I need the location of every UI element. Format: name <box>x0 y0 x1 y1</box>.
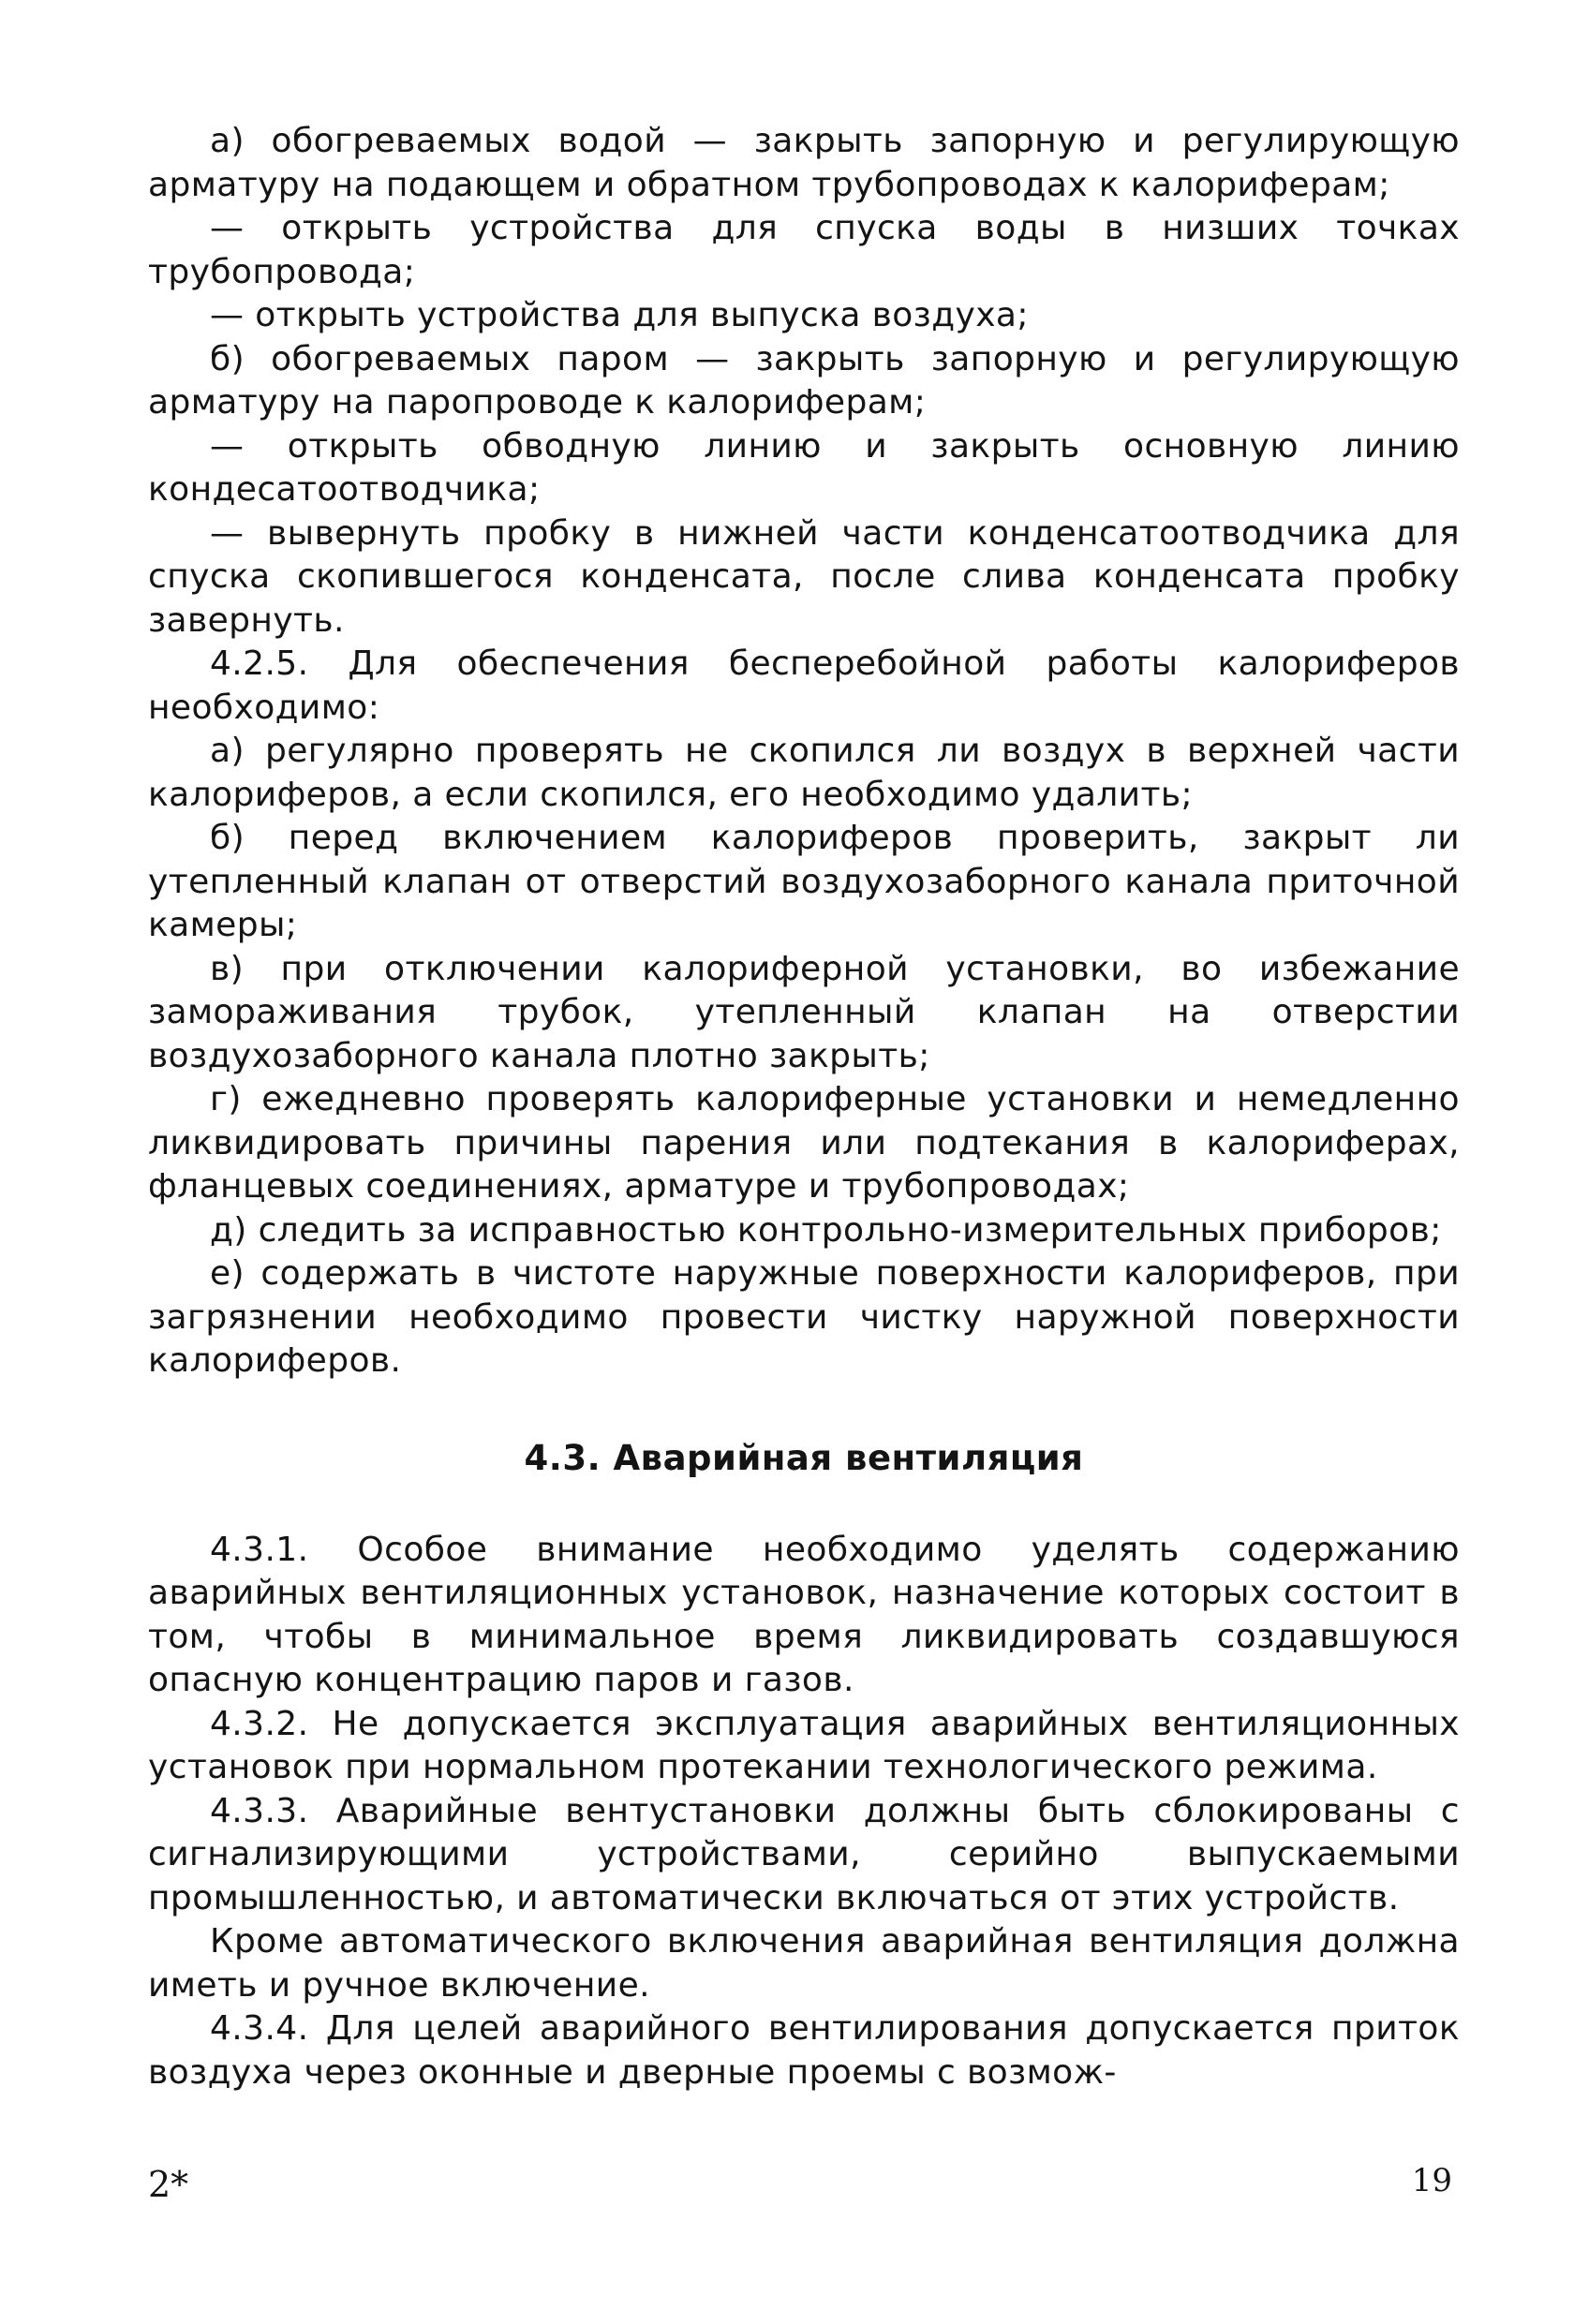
paragraph: а) обогреваемых водой — закрыть запорную и регулирующую арматуру на подающем и обратном трубопроводах к калориферам; <box>148 122 1460 204</box>
paragraph: 4.3.1. Особое внимание необходимо уделять содержанию аварийных вентиляционных установок, назначение которых состоит в том, чтобы в минимальное время ликвидировать создавшуюся опасную концентрацию паров и газов. <box>148 1530 1460 1699</box>
paragraph: 4.3.2. Не допускается эксплуатация аварийных вентиляционных установок при нормальном протекании технологического режима. <box>148 1704 1460 1786</box>
paragraph: 4.2.5. Для обеспечения бесперебойной работы калориферов необходимо: <box>148 644 1460 727</box>
paragraph: — вывернуть пробку в нижней части конденсатоотводчика для спуска скопившегося конденсата, после слива конденсата пробку завернуть. <box>148 513 1460 640</box>
page-content <box>148 120 1460 2095</box>
paragraph: — открыть устройства для выпуска воздуха; <box>210 296 1029 334</box>
paragraph: — открыть обводную линию и закрыть основную линию кондесатоотводчика; <box>148 426 1460 509</box>
paragraph: Кроме автоматического включения аварийная вентиляция должна иметь и ручное включение. <box>148 1922 1460 2005</box>
paragraph: — открыть устройства для спуска воды в низших точках трубопровода; <box>148 209 1460 291</box>
paragraph: в) при отключении калориферной установки, во избежание замораживания трубок, утепленный клапан на отверстии воздухозаборного канала плотно закрыть; <box>148 949 1460 1075</box>
paragraph: е) содержать в чистоте наружные поверхности калориферов, при загрязнении необходимо провести чистку наружной поверхности калориферов. <box>148 1254 1460 1380</box>
signature-mark: 2* <box>148 2164 189 2205</box>
paragraph: 4.3.3. Аварийные вентустановки должны быть сблокированы с сигнализирующими устройствами, серийно выпускаемыми промышленностью, и автоматически включаться от этих устройств. <box>148 1791 1460 1917</box>
section-heading: 4.3. Аварийная вентиляция <box>524 1437 1084 1478</box>
paragraph: г) ежедневно проверять калориферные установки и немедленно ликвидировать причины парения или подтекания в калориферах, фланцевых соединениях, арматуре и трубопроводах; <box>148 1080 1460 1206</box>
paragraph: д) следить за исправностью контрольно-измерительных приборов; <box>210 1210 1442 1250</box>
page-number: 19 <box>1411 2162 1452 2199</box>
paragraph: б) перед включением калориферов проверить, закрыт ли утепленный клапан от отверстий воздухозаборного канала приточной камеры; <box>148 819 1460 944</box>
paragraph: а) регулярно проверять не скопился ли воздух в верхней части калориферов, а если скопился, его необходимо удалить; <box>148 732 1460 814</box>
paragraph: 4.3.4. Для целей аварийного вентилирования допускается приток воздуха через оконные и дверные проемы с возмож- <box>148 2009 1460 2092</box>
paragraph: б) обогреваемых паром — закрыть запорную и регулирующую арматуру на паропроводе к калориферам; <box>148 339 1460 422</box>
